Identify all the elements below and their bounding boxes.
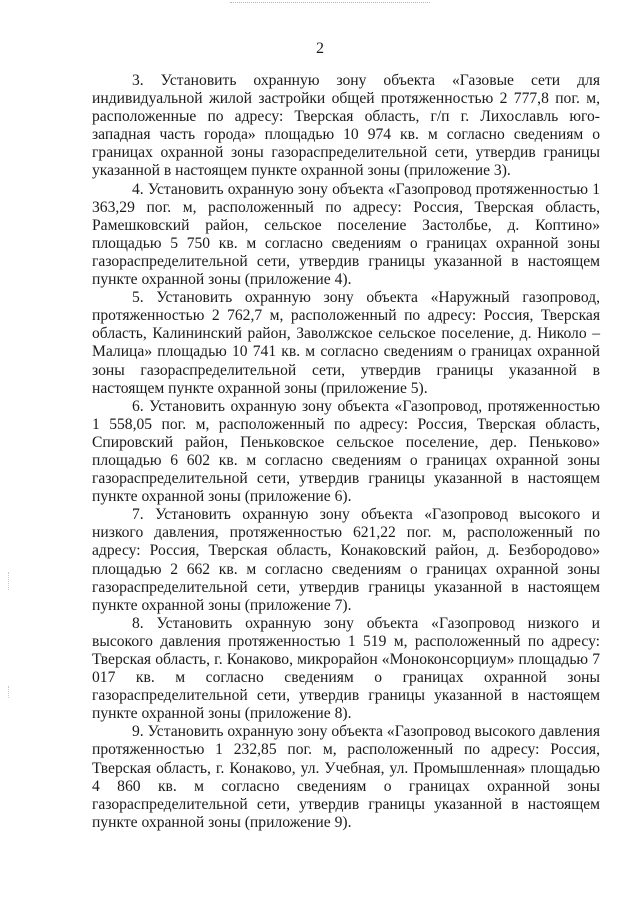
page-number: 2 xyxy=(316,40,324,57)
paragraph-item-3: 3. Установить охранную зону объекта «Газовые сети для индивидуальной жилой застройки общей протяженностью 2 777,8 пог. м, расположенные по адресу: Тверская область, г/п г. Лихославль юго-западная часть города» площадью 10 974 кв. м согласно сведениям о границах охранной зоны газораспределительной сети, утвердив границы указанной в настоящем пункте охранной зоны (приложение 3). xyxy=(92,72,600,180)
document-body xyxy=(92,72,600,832)
paragraph-item-7: 7. Установить охранную зону объекта «Газопровод высокого и низкого давления, протяженностью 621,22 пог. м, расположенный по адресу: Россия, Тверская область, Конаковский район, д. Безбородово» площадью 2 662 кв. м согласно сведениям о границах охранной зоны газораспределительной сети, утвердив границы указанной в настоящем пункте охранной зоны (приложение 7). xyxy=(92,506,600,614)
scan-artifact-margin xyxy=(8,686,10,698)
paragraph-item-5: 5. Установить охранную зону объекта «Наружный газопровод, протяженностью 2 762,7 м, расположенный по адресу: Россия, Тверская область, Калининский район, Заволжское сельское поселение, д. Николо – Малица» площадью 10 741 кв. м согласно сведениям о границах охранной зоны газораспределительной сети, утвердив границы указанной в настоящем пункте охранной зоны (приложение 5). xyxy=(92,289,600,397)
paragraph-item-4: 4. Установить охранную зону объекта «Газопровод протяженностью 1 363,29 пог. м, расположенный по адресу: Россия, Тверская область, Рамешковский район, сельское поселение Застолбье, д. Коптино» площадью 5 750 кв. м согласно сведениям о границах охранной зоны газораспределительной сети, утвердив границы указанной в настоящем пункте охранной зоны (приложение 4). xyxy=(92,180,600,289)
scan-artifact-margin xyxy=(8,572,10,590)
paragraph-item-6: 6. Установить охранную зону объекта «Газопровод, протяженностью 1 558,05 пог. м, расположенный по адресу: Россия, Тверская область, Спировский район, Пеньковское сельское поселение, дер. Пеньково» площадью 6 602 кв. м согласно сведениям о границах охранной зоны газораспределительной сети, утвердив границы указанной в настоящем пункте охранной зоны (приложение 6). xyxy=(92,397,600,506)
scan-artifact-top xyxy=(230,2,430,6)
paragraph-item-8: 8. Установить охранную зону объекта «Газопровод низкого и высокого давления протяженностью 1 519 м, расположенный по адресу: Тверская область, г. Конаково, микрорайон «Моноконсорциум» площадью 7 017 кв. м согласно сведениям о границах охранной зоны газораспределительной сети, утвердив границы указанной в настоящем пункте охранной зоны (приложение 8). xyxy=(92,614,600,723)
paragraph-item-9: 9. Установить охранную зону объекта «Газопровод высокого давления протяженностью 1 232,85 пог. м, расположенный по адресу: Россия, Тверская область, г. Конаково, ул. Учебная, ул. Промышленная» площадью 4 860 кв. м согласно сведениям о границах охранной зоны газораспределительной сети, утвердив границы указанной в настоящем пункте охранной зоны (приложение 9). xyxy=(92,723,600,831)
